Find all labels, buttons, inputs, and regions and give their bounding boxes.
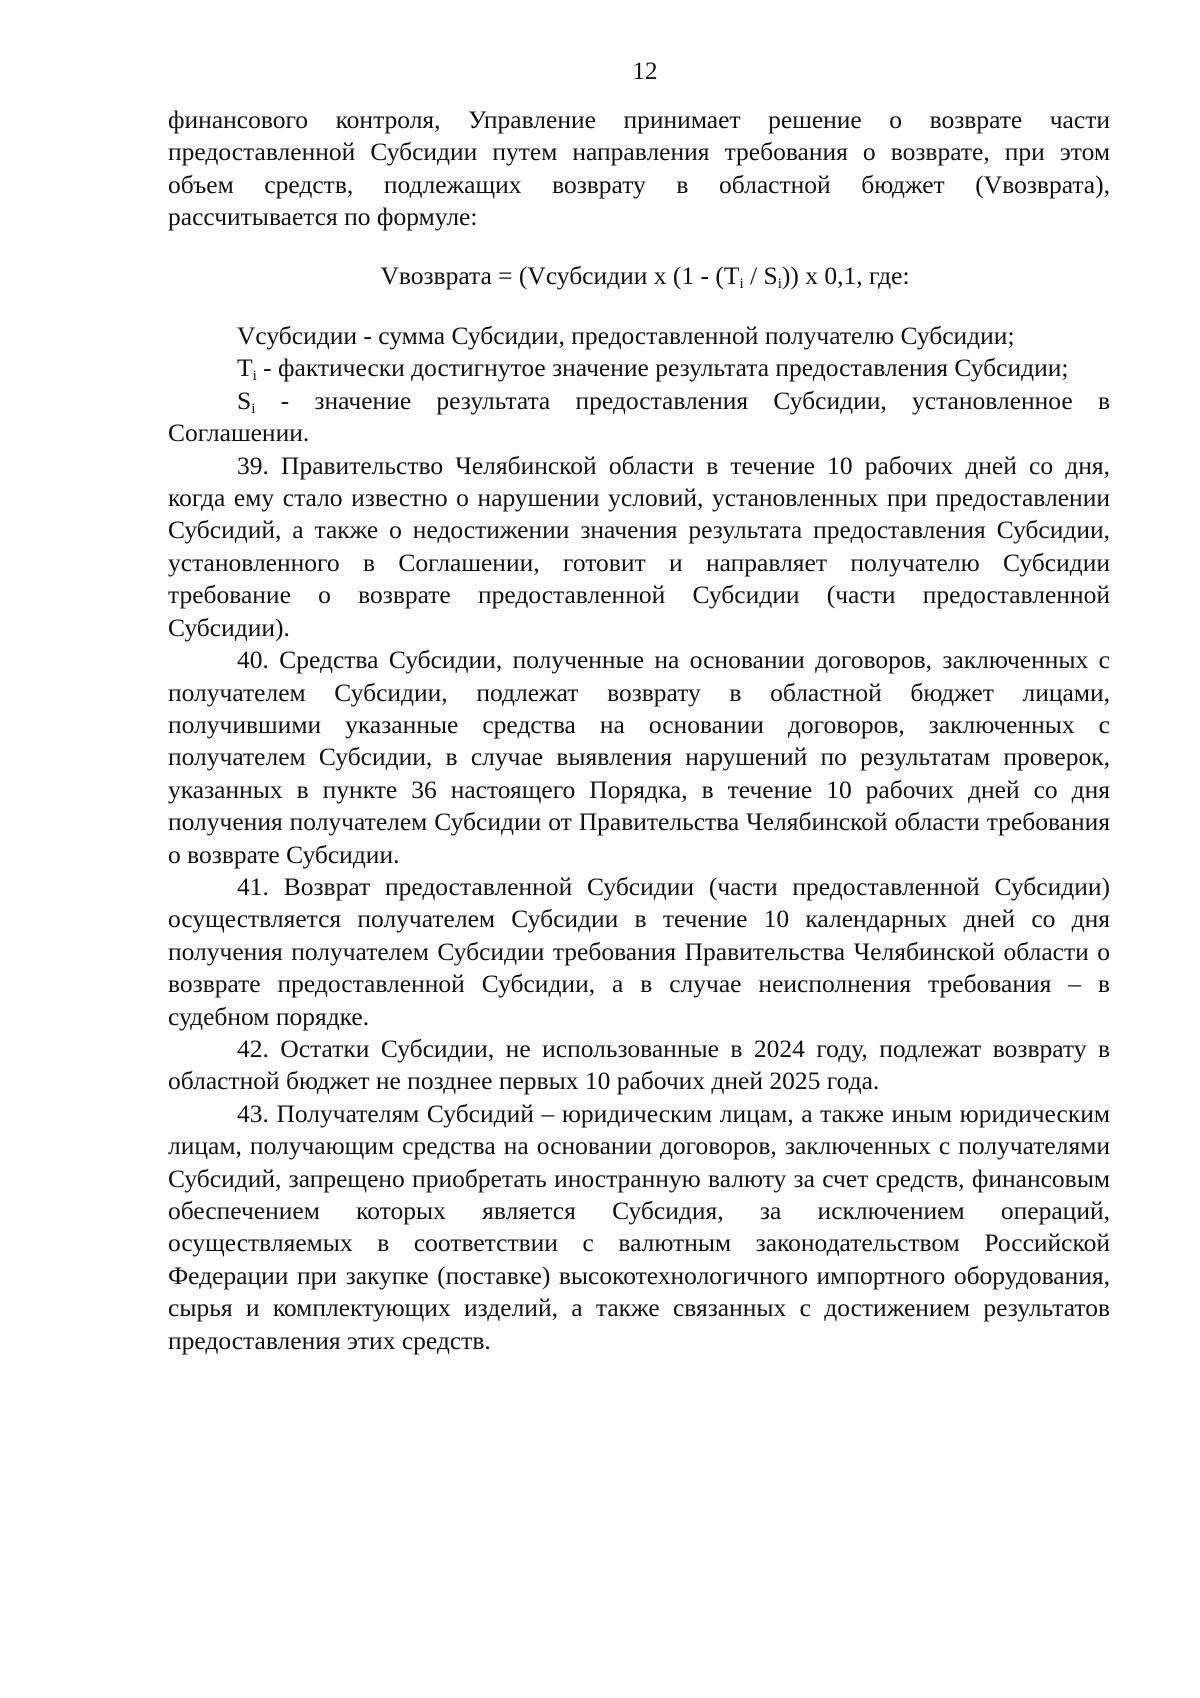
- definition-s: [168, 385, 1110, 450]
- formula-slash: / S: [743, 260, 778, 290]
- paragraph-43: 43. Получателям Субсидий – юридическим лицам, а также иным юридическим лицам, получающим средства на основании договоров, заключенных с получателями Субсидий, запрещено приобретать иностранную валюту за счет средств, финансовым обеспечением которых является Субсидия, за исключением операций, осуществляемых в соответствии с валютным законодательством Российской Федерации при закупке (поставке) высокотехнологичного импортного оборудования, сырья и комплектующих изделий, а также связанных с достижением результатов предоставления этих средств.: [168, 1098, 1110, 1355]
- formula-end: )) x 0,1, где:: [781, 260, 910, 290]
- document-page: [168, 56, 1110, 1357]
- definition-s-sub: i: [251, 400, 256, 417]
- definition-s-text: - значение результата предоставления Субсидии, установленное в Соглашении.: [168, 385, 1110, 448]
- paragraph-39: 39. Правительство Челябинской области в течение 10 рабочих дней со дня, когда ему стало известно о нарушении условий, установленных при предоставлении Субсидий, а также о недостижении значения результата предоставления Субсидии, установленного в Соглашении, готовит и направляет получателю Субсидии требование о возврате предоставленной Субсидии (части предоставленной Субсидии).: [168, 450, 1110, 642]
- page-number: 12: [632, 58, 658, 85]
- paragraph-41: 41. Возврат предоставленной Субсидии (части предоставленной Субсидии) осуществляется получателем Субсидии в течение 10 календарных дней со дня получения получателем Субсидии требования Правительства Челябинской области о возврате предоставленной Субсидии, а в случае неисполнения требования – в судебном порядке.: [168, 871, 1110, 1031]
- paragraph-40: 40. Средства Субсидии, полученные на основании договоров, заключенных с получателем Субсидии, подлежат возврату в областной бюджет лицами, получившими указанные средства на основании договоров, заключенных с получателем Субсидии, в случае выявления нарушений по результатам проверок, указанных в пункте 36 настоящего Порядка, в течение 10 рабочих дней со дня получения получателем Субсидии от Правительства Челябинской области требования о возврате Субсидии.: [168, 645, 1110, 869]
- definition-v: Vсубсидии - сумма Субсидии, предоставленной получателю Субсидии;: [237, 321, 1015, 351]
- formula-sub-s: i: [777, 275, 782, 292]
- definition-t: [168, 352, 1110, 384]
- formula-sub-t: i: [739, 275, 744, 292]
- formula-start: Vвозврата = (Vсубсидии x (1 - (T: [380, 260, 740, 290]
- definition-t-symbol: T: [237, 353, 253, 383]
- definition-s-symbol: S: [237, 385, 252, 415]
- paragraph-intro: финансового контроля, Управление принимает решение о возврате части предоставленной Субсидии путем направления требования о возврате, при этом объем средств, подлежащих возврату в областной бюджет (Vвозврата), рассчитывается по формуле:: [168, 105, 1110, 232]
- paragraph-42: 42. Остатки Субсидии, не использованные в 2024 году, подлежат возврату в областной бюджет не позднее первых 10 рабочих дней 2025 года.: [168, 1033, 1110, 1096]
- formula: [168, 260, 1110, 292]
- definition-t-sub: i: [252, 368, 257, 385]
- definition-t-text: - фактически достигнутое значение результата предоставления Субсидии;: [256, 353, 1069, 383]
